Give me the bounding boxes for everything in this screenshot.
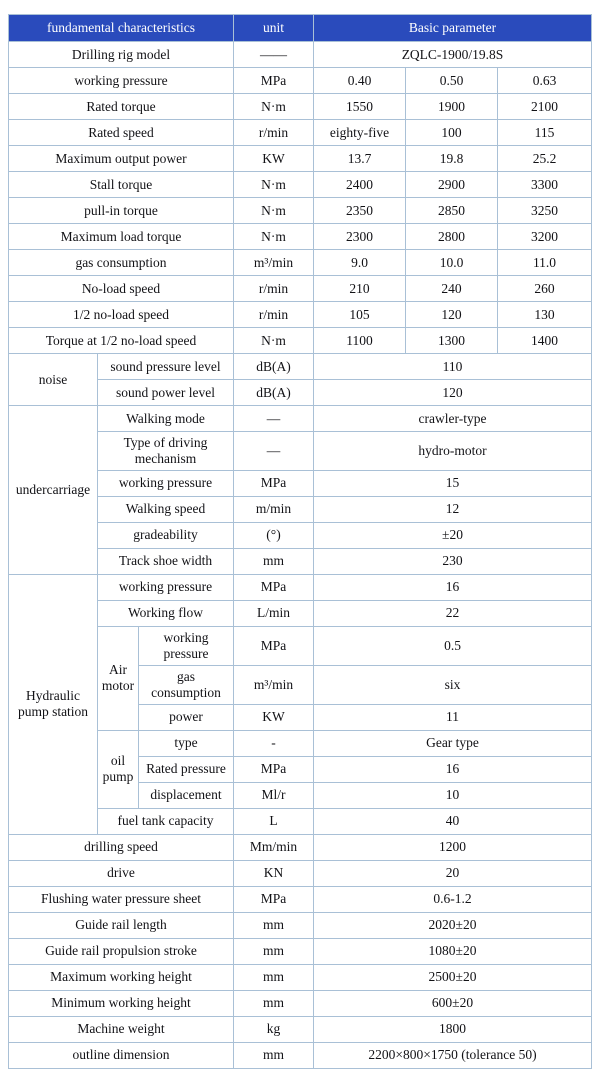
unit-cell: MPa — [234, 470, 314, 496]
value-cell: 1900 — [406, 94, 498, 120]
value-cell: 600±20 — [314, 990, 592, 1016]
table-row — [9, 990, 592, 1016]
group-label-cell: Air motor — [98, 626, 139, 730]
value-cell: 100 — [406, 120, 498, 146]
unit-cell: m³/min — [234, 665, 314, 704]
value-cell: ZQLC-1900/19.8S — [314, 42, 592, 68]
value-cell: 19.8 — [406, 146, 498, 172]
header-basic-parameter: Basic parameter — [314, 15, 592, 42]
value-cell: 120 — [406, 302, 498, 328]
spec-label-cell: pull-in torque — [9, 198, 234, 224]
unit-cell: dB(A) — [234, 354, 314, 380]
table-row — [9, 42, 592, 68]
table-row — [9, 354, 592, 380]
value-cell: 2200×800×1750 (tolerance 50) — [314, 1042, 592, 1068]
table-row — [9, 276, 592, 302]
value-cell: 1400 — [498, 328, 592, 354]
table-row — [9, 1042, 592, 1068]
spec-label-cell: Rated torque — [9, 94, 234, 120]
table-row — [9, 912, 592, 938]
table-row — [9, 834, 592, 860]
spec-label-cell: Walking speed — [98, 496, 234, 522]
spec-label-cell: Drilling rig model — [9, 42, 234, 68]
spec-label-cell: fuel tank capacity — [98, 808, 234, 834]
value-cell: 2400 — [314, 172, 406, 198]
value-cell: 22 — [314, 600, 592, 626]
spec-label-cell: drive — [9, 860, 234, 886]
value-cell: 110 — [314, 354, 592, 380]
table-row — [9, 146, 592, 172]
value-cell: 230 — [314, 548, 592, 574]
unit-cell: KW — [234, 704, 314, 730]
spec-label-cell: Rated speed — [9, 120, 234, 146]
value-cell: 2500±20 — [314, 964, 592, 990]
value-cell: ±20 — [314, 522, 592, 548]
value-cell: 105 — [314, 302, 406, 328]
spec-label-cell: No-load speed — [9, 276, 234, 302]
value-cell: 240 — [406, 276, 498, 302]
spec-label-cell: Stall torque — [9, 172, 234, 198]
table-row — [9, 406, 592, 432]
group-label-cell: Hydraulic pump station — [9, 574, 98, 834]
value-cell: 2100 — [498, 94, 592, 120]
value-cell: 2800 — [406, 224, 498, 250]
unit-cell: L/min — [234, 600, 314, 626]
value-cell: 0.5 — [314, 626, 592, 665]
spec-label-cell: power — [139, 704, 234, 730]
unit-cell: — — [234, 406, 314, 432]
value-cell: crawler-type — [314, 406, 592, 432]
table-row — [9, 224, 592, 250]
unit-cell: N·m — [234, 224, 314, 250]
unit-cell: KW — [234, 146, 314, 172]
table-row — [9, 198, 592, 224]
spec-label-cell: Machine weight — [9, 1016, 234, 1042]
unit-cell: N·m — [234, 198, 314, 224]
value-cell: 12 — [314, 496, 592, 522]
unit-cell: kg — [234, 1016, 314, 1042]
value-cell: 15 — [314, 470, 592, 496]
table-row — [9, 574, 592, 600]
spec-label-cell: drilling speed — [9, 834, 234, 860]
spec-label-cell: Maximum output power — [9, 146, 234, 172]
table-row — [9, 1016, 592, 1042]
spec-label-cell: Type of driving mechanism — [98, 432, 234, 471]
header-row — [9, 15, 592, 42]
spec-label-cell: gradeability — [98, 522, 234, 548]
spec-label-cell: displacement — [139, 782, 234, 808]
value-cell: Gear type — [314, 730, 592, 756]
value-cell: 13.7 — [314, 146, 406, 172]
table-header — [9, 15, 592, 42]
value-cell: 1080±20 — [314, 938, 592, 964]
spec-label-cell: Guide rail propulsion stroke — [9, 938, 234, 964]
spec-label-cell: Flushing water pressure sheet — [9, 886, 234, 912]
spec-label-cell: outline dimension — [9, 1042, 234, 1068]
value-cell: 20 — [314, 860, 592, 886]
value-cell: 16 — [314, 756, 592, 782]
unit-cell: —— — [234, 42, 314, 68]
table-row — [9, 860, 592, 886]
value-cell: hydro-motor — [314, 432, 592, 471]
unit-cell: Mm/min — [234, 834, 314, 860]
spec-label-cell: sound power level — [98, 380, 234, 406]
table-row — [9, 328, 592, 354]
value-cell: 2900 — [406, 172, 498, 198]
spec-label-cell: sound pressure level — [98, 354, 234, 380]
value-cell: 0.6-1.2 — [314, 886, 592, 912]
spec-label-cell: gas consumption — [9, 250, 234, 276]
value-cell: six — [314, 665, 592, 704]
unit-cell: N·m — [234, 172, 314, 198]
value-cell: 10.0 — [406, 250, 498, 276]
unit-cell: N·m — [234, 328, 314, 354]
spec-label-cell: Minimum working height — [9, 990, 234, 1016]
table-row — [9, 938, 592, 964]
value-cell: 2850 — [406, 198, 498, 224]
spec-table — [8, 14, 592, 1069]
value-cell: 1550 — [314, 94, 406, 120]
table-row — [9, 886, 592, 912]
unit-cell: Ml/r — [234, 782, 314, 808]
value-cell: 10 — [314, 782, 592, 808]
unit-cell: mm — [234, 990, 314, 1016]
group-label-cell: noise — [9, 354, 98, 406]
unit-cell: L — [234, 808, 314, 834]
value-cell: 0.63 — [498, 68, 592, 94]
spec-label-cell: Maximum load torque — [9, 224, 234, 250]
value-cell: 0.50 — [406, 68, 498, 94]
value-cell: 3300 — [498, 172, 592, 198]
value-cell: 1100 — [314, 328, 406, 354]
unit-cell: MPa — [234, 574, 314, 600]
table-row — [9, 120, 592, 146]
spec-label-cell: Maximum working height — [9, 964, 234, 990]
value-cell: 40 — [314, 808, 592, 834]
value-cell: 16 — [314, 574, 592, 600]
unit-cell: m³/min — [234, 250, 314, 276]
value-cell: eighty-five — [314, 120, 406, 146]
unit-cell: r/min — [234, 276, 314, 302]
value-cell: 9.0 — [314, 250, 406, 276]
spec-label-cell: Walking mode — [98, 406, 234, 432]
value-cell: 2300 — [314, 224, 406, 250]
value-cell: 260 — [498, 276, 592, 302]
value-cell: 120 — [314, 380, 592, 406]
unit-cell: mm — [234, 938, 314, 964]
spec-label-cell: Torque at 1/2 no-load speed — [9, 328, 234, 354]
spec-label-cell: Working flow — [98, 600, 234, 626]
spec-label-cell: gas consumption — [139, 665, 234, 704]
table-row — [9, 250, 592, 276]
unit-cell: MPa — [234, 68, 314, 94]
table-row — [9, 68, 592, 94]
unit-cell: KN — [234, 860, 314, 886]
value-cell: 3250 — [498, 198, 592, 224]
unit-cell: N·m — [234, 94, 314, 120]
value-cell: 1800 — [314, 1016, 592, 1042]
unit-cell: mm — [234, 548, 314, 574]
header-fundamental-characteristics: fundamental characteristics — [9, 15, 234, 42]
spec-label-cell: Guide rail length — [9, 912, 234, 938]
spec-label-cell: working pressure — [9, 68, 234, 94]
unit-cell: mm — [234, 912, 314, 938]
value-cell: 1200 — [314, 834, 592, 860]
table-body — [9, 42, 592, 1069]
value-cell: 2350 — [314, 198, 406, 224]
spec-label-cell: working pressure — [98, 470, 234, 496]
unit-cell: dB(A) — [234, 380, 314, 406]
value-cell: 115 — [498, 120, 592, 146]
value-cell: 130 — [498, 302, 592, 328]
unit-cell: MPa — [234, 756, 314, 782]
value-cell: 2020±20 — [314, 912, 592, 938]
unit-cell: — — [234, 432, 314, 471]
unit-cell: m/min — [234, 496, 314, 522]
spec-label-cell: working pressure — [139, 626, 234, 665]
value-cell: 11.0 — [498, 250, 592, 276]
spec-label-cell: Rated pressure — [139, 756, 234, 782]
table-row — [9, 964, 592, 990]
unit-cell: r/min — [234, 302, 314, 328]
table-row — [9, 172, 592, 198]
table-row — [9, 94, 592, 120]
value-cell: 1300 — [406, 328, 498, 354]
unit-cell: MPa — [234, 886, 314, 912]
value-cell: 11 — [314, 704, 592, 730]
unit-cell: MPa — [234, 626, 314, 665]
value-cell: 0.40 — [314, 68, 406, 94]
table-row — [9, 302, 592, 328]
spec-label-cell: 1/2 no-load speed — [9, 302, 234, 328]
spec-label-cell: type — [139, 730, 234, 756]
unit-cell: mm — [234, 964, 314, 990]
unit-cell: mm — [234, 1042, 314, 1068]
value-cell: 210 — [314, 276, 406, 302]
unit-cell: r/min — [234, 120, 314, 146]
group-label-cell: oil pump — [98, 730, 139, 808]
spec-label-cell: Track shoe width — [98, 548, 234, 574]
value-cell: 3200 — [498, 224, 592, 250]
unit-cell: (°) — [234, 522, 314, 548]
unit-cell: - — [234, 730, 314, 756]
value-cell: 25.2 — [498, 146, 592, 172]
spec-label-cell: working pressure — [98, 574, 234, 600]
group-label-cell: undercarriage — [9, 406, 98, 575]
header-unit: unit — [234, 15, 314, 42]
